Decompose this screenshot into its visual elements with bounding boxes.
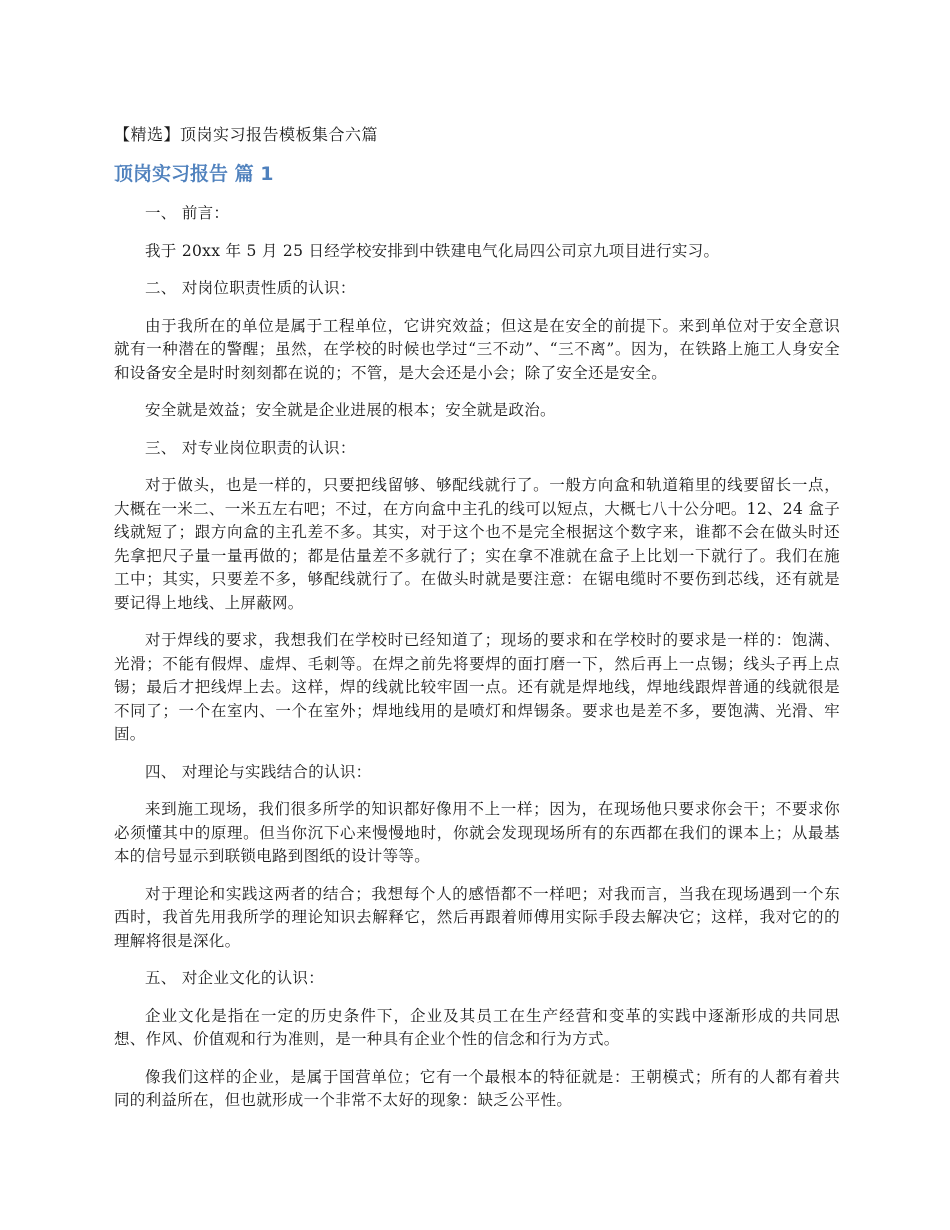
- paragraph: 对于焊线的要求，我想我们在学校时已经知道了；现场的要求和在学校时的要求是一样的：饱满、光滑；不能有假焊、虚焊、毛刺等。在焊之前先将要焊的面打磨一下，然后再上一点锡；线头子再上点锡；最后才把线焊上去。这样，焊的线就比较牢固一点。还有就是焊地线，焊地线跟焊普通的线就很是不同了；一个在室内、一个在室外；焊地线用的是喷灯和焊锡条。要求也是差不多，要饱满、光滑、牢固。: [114, 631, 840, 743]
- paragraph: 像我们这样的企业，是属于国营单位；它有一个最根本的特征就是：王朝模式；所有的人都有着共同的利益所在，但也就形成一个非常不太好的现象：缺乏公平性。: [114, 1067, 840, 1109]
- heading-corporate-culture: 五、 对企业文化的认识：: [145, 969, 325, 987]
- paragraph: 由于我所在的单位是属于工程单位，它讲究效益；但这是在安全的前提下。来到单位对于安全意识就有一种潜在的警醒；虽然，在学校的时候也学过“三不动”、“三不离”。因为，在铁路上施工人身安全和设备安全是时时刻刻都在说的；不管，是大会还是小会；除了安全还是安全。: [114, 316, 840, 382]
- paragraph: 来到施工现场，我们很多所学的知识都好像用不上一样；因为，在现场他只要求你会干；不要求你必须懂其中的原理。但当你沉下心来慢慢地时，你就会发现现场所有的东西都在我们的课本上；从最基本的信号显示到联锁电路到图纸的设计等等。: [114, 800, 840, 865]
- heading-job-nature: 二、 对岗位职责性质的认识：: [145, 279, 356, 297]
- paragraph: 对于做头，也是一样的，只要把线留够、够配线就行了。一般方向盒和轨道箱里的线要留长一点，大概在一米二、一米五左右吧；不过，在方向盒中主孔的线可以短点，大概七八十公分吧。12、24 盒子线就短了；跟方向盒的主孔差不多。其实，对于这个也不是完全根据这个数字来，谁都不会在做头时还先拿把尺子量一量再做的；都是估量差不多就行了；实在拿不准就在盒子上比划一下就行了。我们在施工中；其实，只要差不多，够配线就行了。在做头时就是要注意：在锯电缆时不要伤到芯线，还有就是要记得上地线、上屏蔽网。: [114, 476, 840, 612]
- section-heading: 顶岗实习报告 篇 1: [114, 163, 274, 185]
- paragraph: 安全就是效益；安全就是企业进展的根本；安全就是政治。: [145, 401, 556, 419]
- paragraph: 企业文化是指在一定的历史条件下，企业及其员工在生产经营和变革的实践中逐渐形成的共同思想、作风、价值观和行为准则，是一种具有企业个性的信念和行为方式。: [114, 1006, 840, 1048]
- heading-theory-practice: 四、 对理论与实践结合的认识：: [145, 762, 372, 781]
- paragraph: 我于 20xx 年 5 月 25 日经学校安排到中铁建电气化局四公司京九项目进行实习。: [145, 241, 720, 260]
- heading-job-duties: 三、 对专业岗位职责的认识：: [145, 438, 356, 457]
- document-title: 【精选】顶岗实习报告模板集合六篇: [114, 125, 379, 144]
- document-page: [114, 122, 840, 1127]
- paragraph: 对于理论和实践这两者的结合；我想每个人的感悟都不一样吧；对我而言，当我在现场遇到一个东西时，我首先用我所学的理论知识去解释它，然后再跟着师傅用实际手段去解决它；这样，我对它的的理解将很是深化。: [114, 884, 840, 950]
- heading-preface: 一、 前言：: [145, 204, 230, 222]
